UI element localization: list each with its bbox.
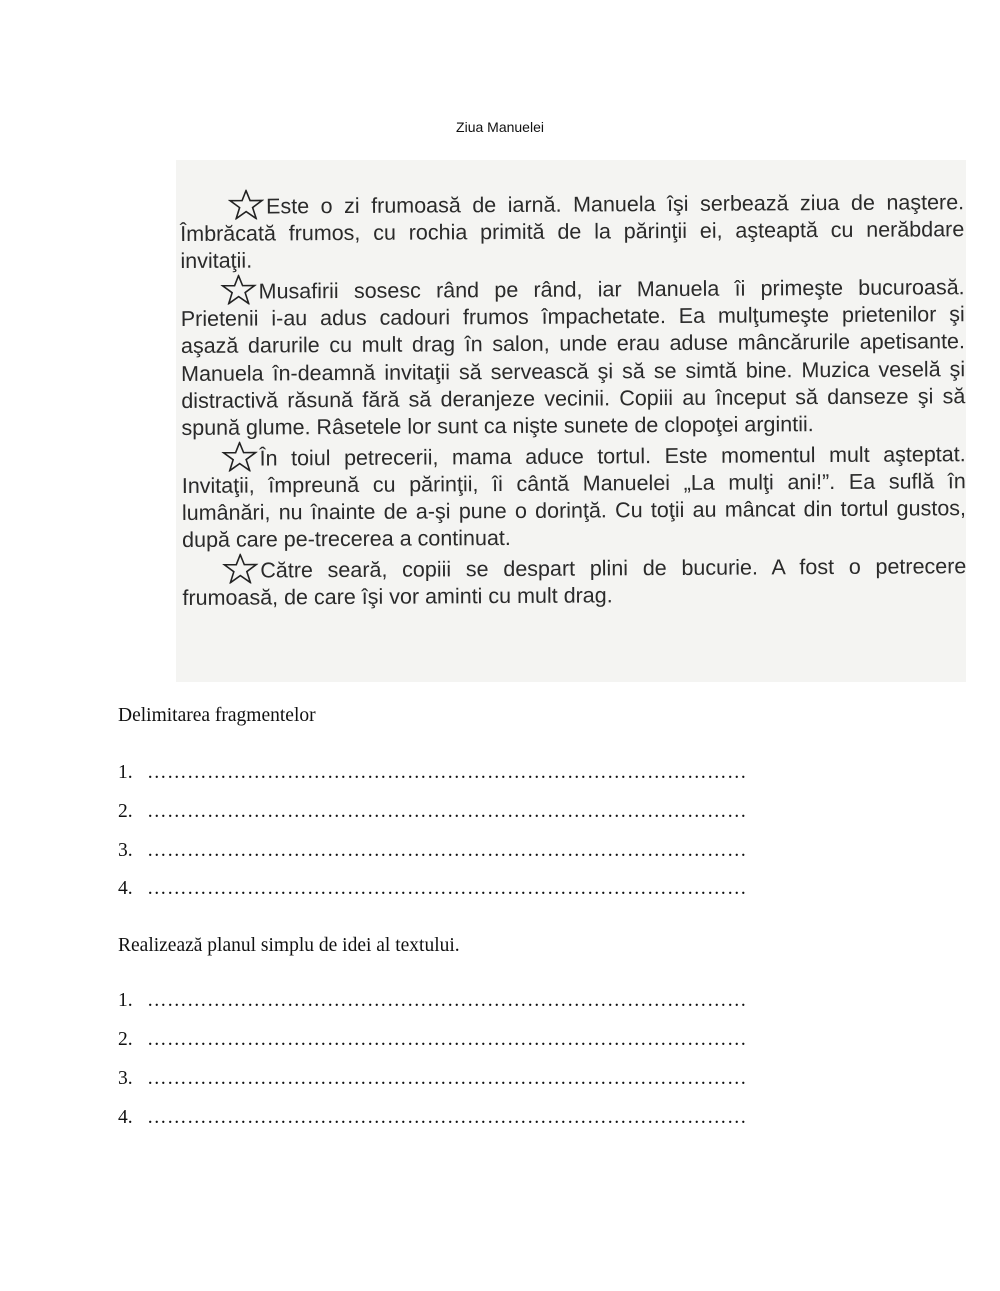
paragraph-4 xyxy=(182,549,966,612)
answer-line[interactable] xyxy=(118,990,747,1012)
document-title: Ziua Manuelei xyxy=(456,119,544,135)
paragraph-4-text: Către seară, copiii se despart plini de bucurie. A fost o petrecere frumoasă, de care îşi vor aminti cu mult drag. xyxy=(182,554,966,611)
star-outline-icon xyxy=(222,441,258,471)
scanned-text-body xyxy=(180,185,966,612)
dotted-line: ……………………………………………………………………………… xyxy=(147,1068,747,1089)
star-outline-icon xyxy=(222,554,258,584)
paragraph-2 xyxy=(181,270,966,441)
answer-line[interactable] xyxy=(118,840,747,862)
line-number: 2. xyxy=(118,1029,133,1050)
dotted-line: ……………………………………………………………………………… xyxy=(147,840,747,861)
paragraph-3 xyxy=(182,437,966,554)
answer-line[interactable] xyxy=(118,1029,747,1051)
paragraph-3-text: În toiul petrecerii, mama aduce tortul. Este momentul mult aşteptat. Invitaţii, împreună cu părinţii, îi cântă Manuelei „La mulţi ani!”. Ea suflă în lumânări, nu înainte de a-şi pune o dorinţă. Cu toţii au mâncat din tortul gustos, după care pe-trecerea a continuat. xyxy=(181,442,966,553)
line-number: 1. xyxy=(118,990,133,1011)
dotted-line: ……………………………………………………………………………… xyxy=(147,762,747,783)
dotted-line: ……………………………………………………………………………… xyxy=(147,1107,747,1128)
line-number: 4. xyxy=(118,878,133,899)
line-number: 2. xyxy=(118,801,133,822)
dotted-line: ……………………………………………………………………………… xyxy=(147,990,747,1011)
answer-line[interactable] xyxy=(118,1107,747,1129)
star-outline-icon xyxy=(221,275,257,305)
line-number: 3. xyxy=(118,1068,133,1089)
paragraph-1 xyxy=(180,185,965,275)
dotted-line: ……………………………………………………………………………… xyxy=(147,878,747,899)
star-outline-icon xyxy=(228,189,264,219)
line-number: 1. xyxy=(118,762,133,783)
dotted-line: ……………………………………………………………………………… xyxy=(147,1029,747,1050)
answer-line[interactable] xyxy=(118,878,747,900)
section-heading-delimitare: Delimitarea fragmentelor xyxy=(118,705,316,726)
line-number: 3. xyxy=(118,840,133,861)
line-number: 4. xyxy=(118,1107,133,1128)
answer-line[interactable] xyxy=(118,1068,747,1090)
dotted-line: ……………………………………………………………………………… xyxy=(147,801,747,822)
paragraph-2-text: Musafirii sosesc rând pe rând, iar Manuela îi primeşte bucuroasă. Prietenii i-au adus cadouri frumos împachetate. Ea mulţumeşte prietenilor şi aşază darurile cu mult drag în salon, unde erau aduse mâncărurile apetisante. Manuela în-deamnă invitaţii să servească şi să se simtă bine. Muzica veselă şi distractivă răsună fără să deranjeze vecinii. Copiii au început să danseze şi să spună glume. Râsetele lor sunt ca nişte sunete de clopoţei argintii. xyxy=(180,275,966,440)
section-heading-plan: Realizează planul simplu de idei al textului. xyxy=(118,935,460,956)
answer-line[interactable] xyxy=(118,762,747,784)
paragraph-1-text: Este o zi frumoasă de iarnă. Manuela îşi serbează ziua de naştere. Îmbrăcată frumos, cu rochia primită de la părinţii ei, aşteaptă cu nerăbdare invitaţii. xyxy=(180,190,965,274)
answer-line[interactable] xyxy=(118,801,747,823)
scanned-text-image xyxy=(176,160,966,682)
